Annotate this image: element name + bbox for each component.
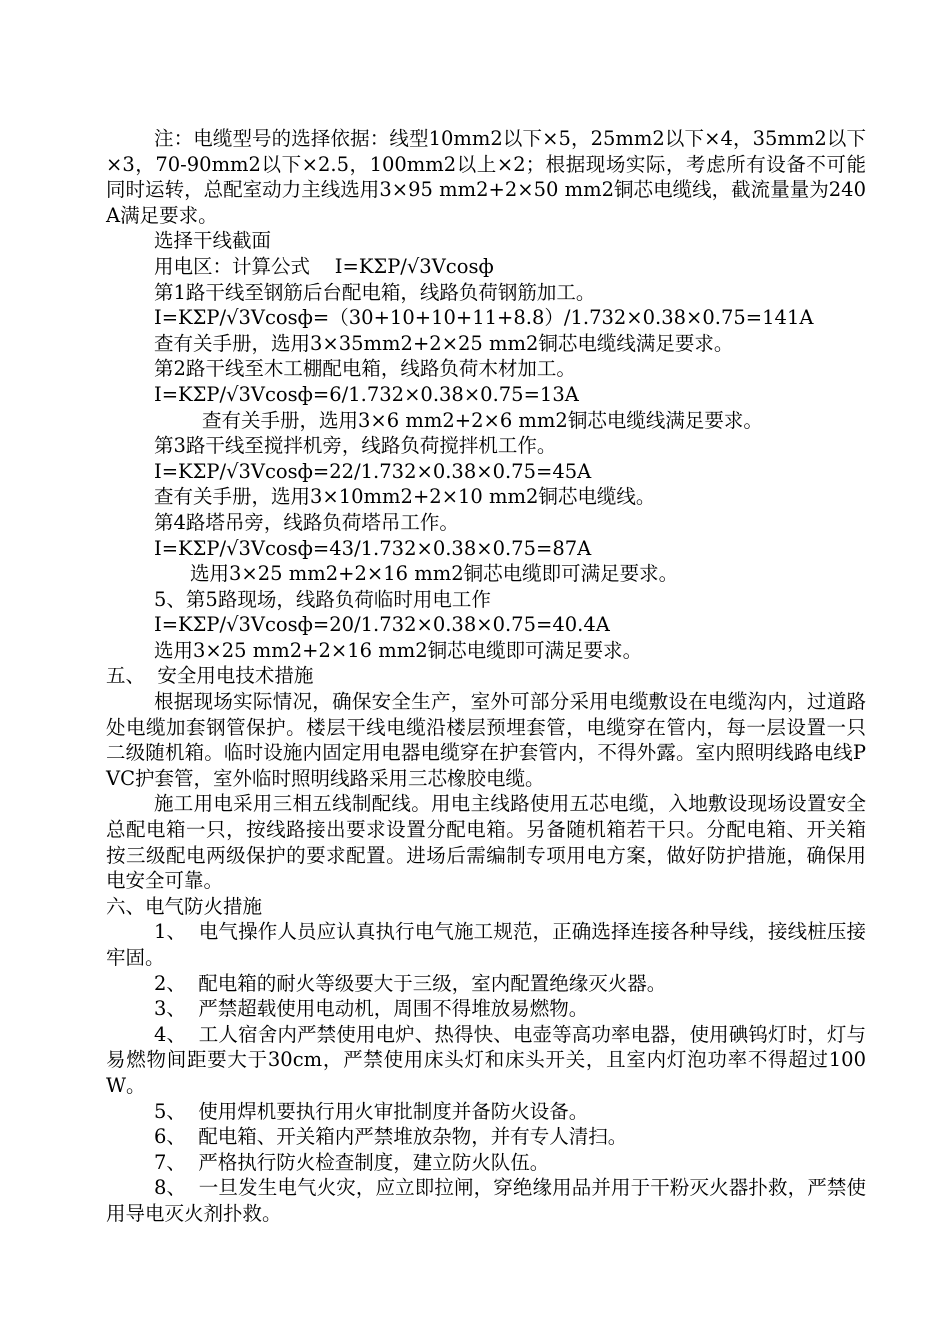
route3-calc: I=KΣP/√3Vcosф=22/1.732×0.38×0.75=45A: [154, 459, 592, 483]
route5-result: 选用3×25 mm2+2×16 mm2铜芯电缆即可满足要求。: [154, 638, 643, 662]
section6-heading: 六、电气防火措施: [106, 894, 263, 918]
section5-heading: 五、 安全用电技术措施: [106, 664, 314, 688]
route2-title: 第2路干线至木工棚配电箱，线路负荷木材加工。: [154, 357, 576, 381]
fire-item-7: 7、 严格执行防火检查制度，建立防火队伍。: [154, 1150, 550, 1174]
route4-result: 选用3×25 mm2+2×16 mm2铜芯电缆即可满足要求。: [190, 562, 679, 586]
route1-title: 第1路干线至钢筋后台配电箱，线路负荷钢筋加工。: [154, 280, 596, 304]
document-page: [106, 126, 866, 1227]
fire-item-1: 1、 电气操作人员应认真执行电气施工规范，正确选择连接各种导线，接线桩压接牢固。: [106, 920, 866, 969]
route1-calc: I=KΣP/√3Vcosф=（30+10+10+11+8.8）/1.732×0.38×0.75=141A: [154, 306, 814, 330]
fire-item-6: 6、 配电箱、开关箱内严禁堆放杂物，并有专人清扫。: [154, 1125, 628, 1149]
section5-paragraph-2: 施工用电采用三相五线制配线。用电主线路使用五芯电缆，入地敷设现场设置安全总配电箱一只，按线路接出要求设置分配电箱。另备随机箱若干只。分配电箱、开关箱按三级配电两级保护的要求配置。进场后需编制专项用电方案，做好防护措施，确保用电安全可靠。: [106, 792, 866, 893]
fire-item-2: 2、 配电箱的耐火等级要大于三级，室内配置绝缘灭火器。: [154, 971, 667, 995]
section5-paragraph-1: 根据现场实际情况，确保安全生产，室外可部分采用电缆敷设在电缆沟内，过道路处电缆加套钢管保护。楼层干线电缆沿楼层预埋套管，电缆穿在管内，每一层设置一只二级随机箱。临时设施内固定用电器电缆穿在护套管内，不得外露。室内照明线路电线PVC护套管，室外临时照明线路采用三芯橡胶电缆。: [106, 690, 866, 790]
fire-item-5: 5、 使用焊机要执行用火审批制度并备防火设备。: [154, 1099, 589, 1123]
cable-selection-note: 注：电缆型号的选择依据：线型10mm2以下×5，25mm2以下×4，35mm2以下×3，70-90mm2以下×2.5，100mm2以上×2；根据现场实际，考虑所有设备不可能同时运转，总配室动力主线选用3×95 mm2+2×50 mm2铜芯电缆线，截流量量为240A满足要求。: [106, 127, 867, 227]
route5-title: 5、第5路现场，线路负荷临时用电工作: [154, 587, 491, 611]
route5-calc: I=KΣP/√3Vcosф=20/1.732×0.38×0.75=40.4A: [154, 613, 610, 637]
route4-title: 第4路塔吊旁，线路负荷塔吊工作。: [154, 510, 459, 534]
section-select-heading: 选择干线截面: [154, 229, 272, 253]
route3-title: 第3路干线至搅拌机旁，线路负荷搅拌机工作。: [154, 434, 557, 458]
formula-line: 用电区：计算公式 I=KΣP/√3Vcosф: [154, 254, 494, 278]
route4-calc: I=KΣP/√3Vcosф=43/1.732×0.38×0.75=87A: [154, 536, 592, 560]
fire-item-3: 3、 严禁超载使用电动机，周围不得堆放易燃物。: [154, 997, 589, 1021]
fire-item-8: 8、 一旦发生电气火灾，应立即拉闸，穿绝缘用品并用于干粉灭火器扑救，严禁使用导电灭火剂扑救。: [106, 1176, 866, 1225]
route2-calc: I=KΣP/√3Vcosф=6/1.732×0.38×0.75=13A: [154, 382, 579, 406]
route1-result: 查有关手册，选用3×35mm2+2×25 mm2铜芯电缆线满足要求。: [154, 331, 734, 355]
route2-result: 查有关手册，选用3×6 mm2+2×6 mm2铜芯电缆线满足要求。: [202, 408, 763, 432]
fire-item-4: 4、 工人宿舍内严禁使用电炉、热得快、电壶等高功率电器，使用碘钨灯时，灯与易燃物间距要大于30cm，严禁使用床头灯和床头开关，且室内灯泡功率不得超过100W。: [106, 1022, 866, 1097]
route3-result: 查有关手册，选用3×10mm2+2×10 mm2铜芯电缆线。: [154, 485, 656, 509]
